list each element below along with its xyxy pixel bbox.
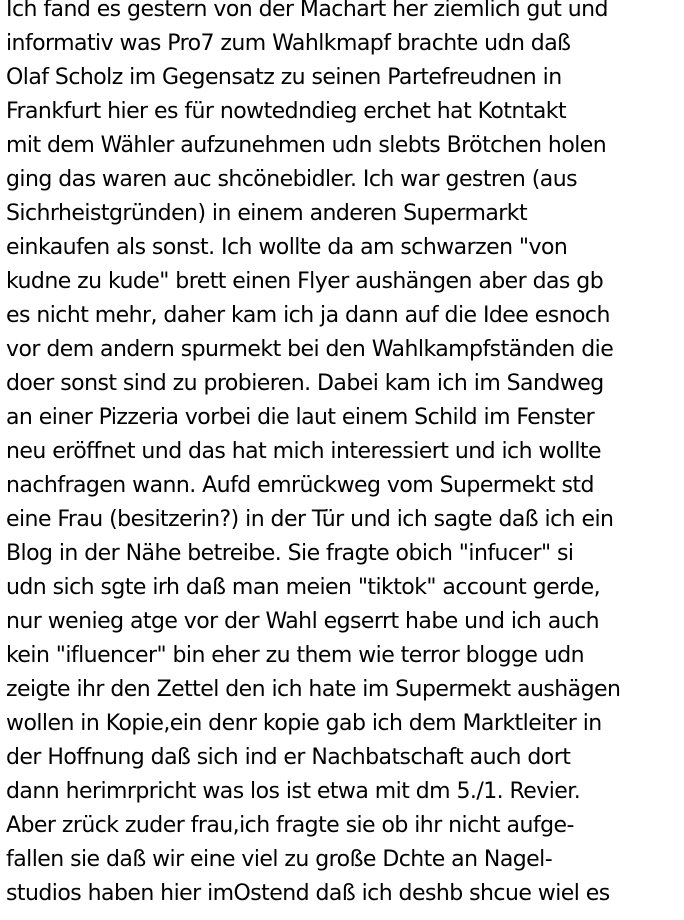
text-line: Aber zrück zuder frau,ich fragte sie ob ihr nicht aufge- [6, 813, 574, 838]
text-line: udn sich sgte irh daß man meien "tiktok" account gerde, [6, 575, 601, 600]
text-line: kudne zu kude" brett einen Flyer aushängen aber das gb [6, 269, 604, 294]
text-line: an einer Pizzeria vorbei die laut einem Schild im Fenster [6, 405, 595, 430]
document-text [6, 0, 620, 911]
text-line: ging das waren auc shcönebidler. Ich war gestren (aus [6, 167, 578, 192]
text-line: studios haben hier imOstend daß ich deshb shcue wiel es [6, 881, 610, 906]
text-line: Ich fand es gestern von der Machart her ziemlich gut und [6, 0, 608, 22]
text-line: Blog in der Nähe betreibe. Sie fragte obich "infucer" si [6, 541, 574, 566]
text-line: informativ was Pro7 zum Wahlkmapf brachte udn daß [6, 31, 571, 56]
text-line: Frankfurt hier es für nowtedndieg erchet hat Kotntakt [6, 99, 567, 124]
text-line: Sichrheistgründen) in einem anderen Supermarkt [6, 201, 528, 226]
text-line: nur wenieg atge vor der Wahl egserrt habe und ich auch [6, 609, 600, 634]
text-line: es nicht mehr, daher kam ich ja dann auf die Idee esnoch [6, 303, 610, 328]
text-line: eine Frau (besitzerin?) in der Tür und ich sagte daß ich ein [6, 507, 614, 532]
text-line: zeigte ihr den Zettel den ich hate im Supermekt aushägen [6, 677, 621, 702]
text-line: einkaufen als sonst. Ich wollte da am schwarzen "von [6, 235, 568, 260]
text-line: der Hoffnung daß sich ind er Nachbatschaft auch dort [6, 745, 571, 770]
text-line: dann herimrpricht was los ist etwa mit dm 5./1. Revier. [6, 779, 581, 804]
text-line: doer sonst sind zu probieren. Dabei kam ich im Sandweg [6, 371, 604, 396]
text-line: nachfragen wann. Aufd emrückweg vom Supermekt std [6, 473, 594, 498]
text-line: vor dem andern spurmekt bei den Wahlkampfständen die [6, 337, 614, 362]
text-line: mit dem Wähler aufzunehmen udn slebts Brötchen holen [6, 133, 607, 158]
text-line: wollen in Kopie,ein denr kopie gab ich dem Marktleiter in [6, 711, 602, 736]
text-line: neu eröffnet und das hat mich interessiert und ich wollte [6, 439, 601, 464]
text-line: fallen sie daß wir eine viel zu große Dchte an Nagel- [6, 847, 553, 872]
text-line: kein "ifluencer" bin eher zu them wie terror blogge udn [6, 643, 585, 668]
text-line: Olaf Scholz im Gegensatz zu seinen Partefreudnen in [6, 65, 562, 90]
